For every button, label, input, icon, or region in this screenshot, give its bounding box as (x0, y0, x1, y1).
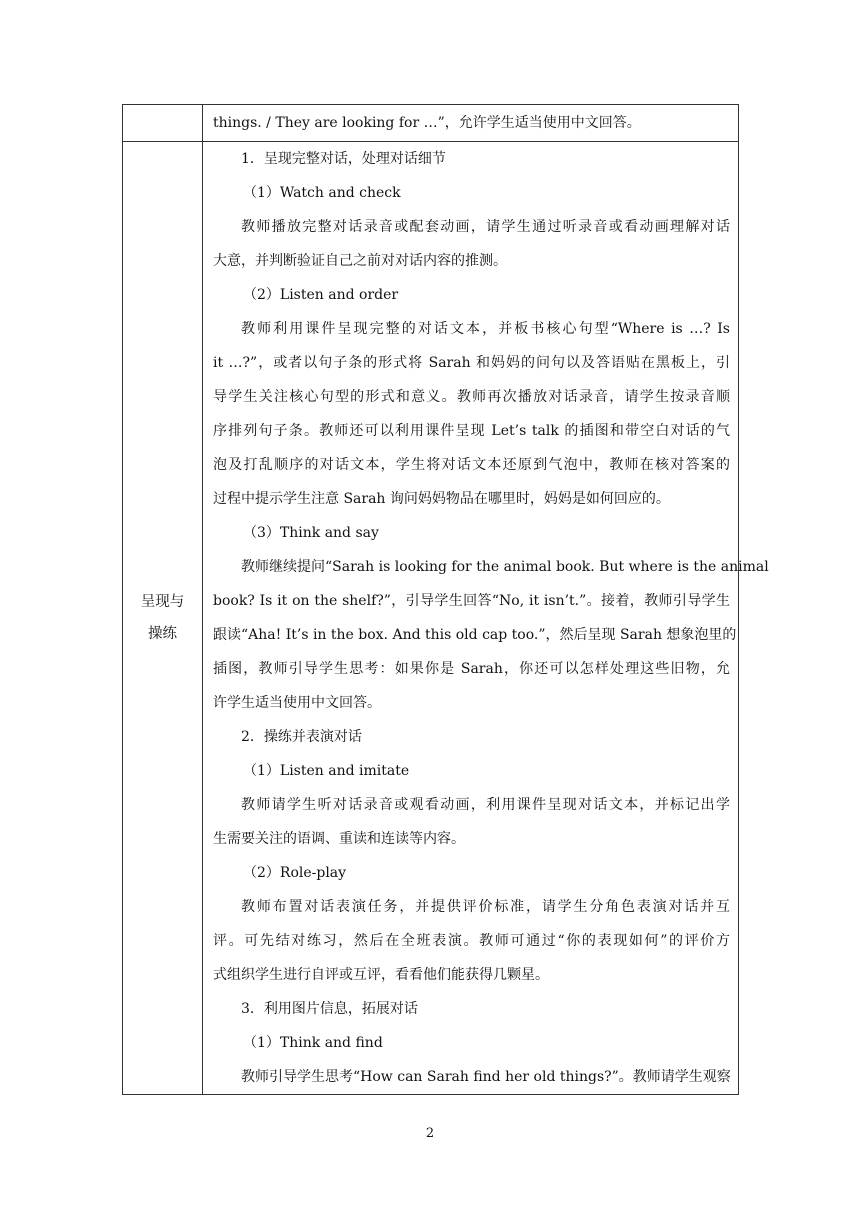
paragraph-line: 过程中提示学生注意 Sarah 询问妈妈物品在哪里时，妈妈是如何回应的。 (213, 491, 670, 507)
page-number: 2 (425, 1126, 435, 1141)
paragraph-line: 插图，教师引导学生思考：如果你是 Sarah，你还可以怎样处理这些旧物，允 (213, 661, 730, 677)
paragraph-line: 教师布置对话表演任务，并提供评价标准，请学生分角色表演对话并互 (241, 899, 730, 915)
subsection-heading: （1）Listen and imitate (243, 763, 410, 779)
paragraph-line: 教师引导学生思考“How can Sarah find her old things?”。教师请学生观察 (241, 1069, 731, 1085)
stage-label-cell (123, 142, 203, 1095)
paragraph-line: 生需要关注的语调、重读和连读等内容。 (213, 831, 465, 847)
paragraph-line: 教师继续提问“Sarah is looking for the animal book. But where is the animal (241, 559, 769, 575)
subsection-heading: （3）Think and say (243, 525, 379, 541)
paragraph-line: 评。可先结对练习，然后在全班表演。教师可通过“你的表现如何”的评价方 (213, 933, 730, 949)
subsection-heading: （1）Think and find (243, 1035, 383, 1051)
section-heading: 1．呈现完整对话，处理对话细节 (241, 151, 446, 167)
subsection-heading: （1）Watch and check (243, 185, 401, 201)
table-row (123, 105, 739, 142)
stage-content-cell (203, 142, 769, 1095)
subsection-heading: （2）Listen and order (243, 287, 399, 303)
stage-label-line: 呈现与 (140, 594, 185, 610)
paragraph-line: 泡及打乱顺序的对话文本，学生将对话文本还原到气泡中，教师在核对答案的 (213, 457, 730, 473)
text-line: things. / They are looking for …”，允许学生适当使用中文回答。 (213, 115, 641, 131)
paragraph-line: book? Is it on the shelf?”，引导学生回答“No, it isn’t.”。接着，教师引导学生 (213, 593, 730, 609)
row-label-cell (123, 105, 203, 142)
paragraph-line: 教师播放完整对话录音或配套动画，请学生通过听录音或看动画理解对话 (241, 219, 730, 235)
paragraph-line: 序排列句子条。教师还可以利用课件呈现 Let’s talk 的插图和带空白对话的气 (213, 423, 730, 439)
table-row (123, 142, 739, 1095)
stage-label-line: 操练 (148, 626, 177, 642)
paragraph-line: 式组织学生进行自评或互评，看看他们能获得几颗星。 (213, 967, 549, 983)
section-heading: 3．利用图片信息，拓展对话 (241, 1001, 418, 1017)
paragraph-line: 导学生关注核心句型的形式和意义。教师再次播放对话录音，请学生按录音顺 (213, 389, 730, 405)
lesson-plan-table (122, 104, 769, 1095)
paragraph-line: 跟读“Aha! It’s in the box. And this old cap too.”，然后呈现 Sarah 想象泡里的 (213, 627, 737, 643)
row-content-cell (203, 105, 739, 142)
paragraph-line: it …?”，或者以句子条的形式将 Sarah 和妈妈的问句以及答语贴在黑板上，引 (213, 355, 730, 371)
paragraph-line: 教师请学生听对话录音或观看动画，利用课件呈现对话文本，并标记出学 (241, 797, 730, 813)
paragraph-line: 许学生适当使用中文回答。 (213, 695, 381, 711)
subsection-heading: （2）Role-play (243, 865, 347, 881)
section-heading: 2．操练并表演对话 (241, 729, 362, 745)
paragraph-line: 教师利用课件呈现完整的对话文本，并板书核心句型“Where is …? Is (241, 321, 730, 337)
paragraph-line: 大意，并判断验证自己之前对对话内容的推测。 (213, 253, 507, 269)
